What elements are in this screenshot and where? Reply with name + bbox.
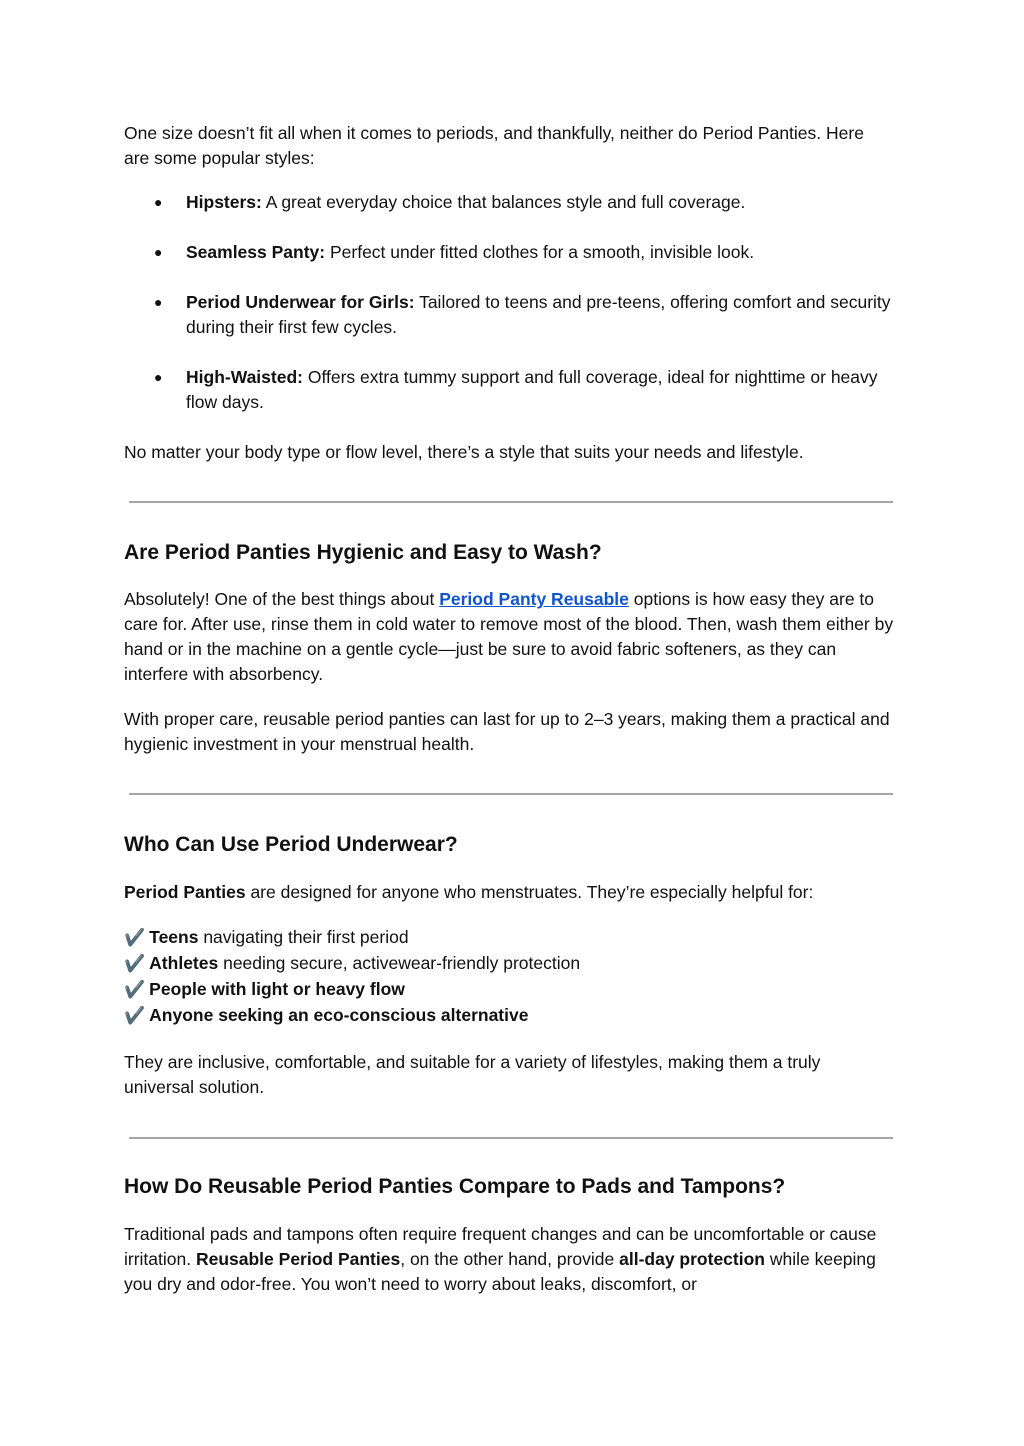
section-divider — [129, 793, 893, 795]
bullet-icon: ● — [154, 294, 163, 310]
hygiene-paragraph-2: With proper care, reusable period panties can last for up to 2–3 years, making them a practical and hygienic investment in your menstrual health. — [124, 709, 890, 754]
check-mark-icon: ✔️ — [124, 1006, 146, 1026]
hygiene-paragraph-1: Absolutely! One of the best things about Period Panty Reusable options is how easy they are to care for. After use, rinse them in cold water to remove most of the blood. Then, wash them either by hand or in the machine on a gentle cycle—just be sure to avoid fabric softeners, as they can interfere with absorbency. — [124, 589, 894, 684]
bullet-icon: ● — [154, 194, 163, 210]
check-mark-icon: ✔️ — [124, 980, 146, 1000]
period-panty-reusable-link[interactable]: Period Panty Reusable — [439, 589, 629, 609]
list-item: ● Seamless Panty: Perfect under fitted clothes for a smooth, invisible look. — [124, 240, 894, 265]
check-mark-icon: ✔️ — [124, 954, 146, 974]
list-item: ✔️ People with light or heavy flow — [124, 979, 405, 1000]
who-heading: Who Can Use Period Underwear? — [124, 833, 458, 856]
bullet-icon: ● — [154, 369, 163, 385]
who-paragraph-2: They are inclusive, comfortable, and suitable for a variety of lifestyles, making them a truly universal solution. — [124, 1052, 821, 1097]
document-page — [124, 121, 894, 1297]
list-item: ● Period Underwear for Girls: Tailored to teens and pre-teens, offering comfort and security during their first few cycles. — [154, 292, 891, 337]
bullet-icon: ● — [154, 244, 163, 260]
who-paragraph-1: Period Panties are designed for anyone who menstruates. They’re especially helpful for: — [124, 882, 814, 902]
closing-paragraph: No matter your body type or flow level, there’s a style that suits your needs and lifestyle. — [124, 442, 804, 462]
intro-paragraph: One size doesn’t fit all when it comes to periods, and thankfully, neither do Period Panties. Here are some popular styles: — [124, 123, 864, 168]
list-item: ✔️ Athletes needing secure, activewear-friendly protection — [124, 953, 581, 974]
compare-paragraph: Traditional pads and tampons often require frequent changes and can be uncomfortable or cause irritation. Reusable Period Panties, on the other hand, provide all-day protection while keeping you dry and odor-free. You won’t need to worry about leaks, discomfort, or — [124, 1224, 877, 1294]
hygiene-heading: Are Period Panties Hygienic and Easy to Wash? — [124, 541, 602, 564]
list-item: ● Hipsters: A great everyday choice that balances style and full coverage. — [124, 190, 894, 215]
list-item: ✔️ Teens navigating their first period — [124, 927, 409, 948]
list-item: ✔️ Anyone seeking an eco-conscious alternative — [124, 1005, 529, 1026]
section-divider — [129, 1137, 893, 1139]
check-mark-icon: ✔️ — [124, 928, 146, 948]
styles-list — [124, 190, 894, 415]
section-divider — [129, 501, 893, 503]
audience-list — [124, 925, 894, 1029]
compare-heading: How Do Reusable Period Panties Compare to Pads and Tampons? — [124, 1175, 786, 1198]
list-item: ● High-Waisted: Offers extra tummy support and full coverage, ideal for nighttime or heavy flow days. — [154, 367, 878, 412]
